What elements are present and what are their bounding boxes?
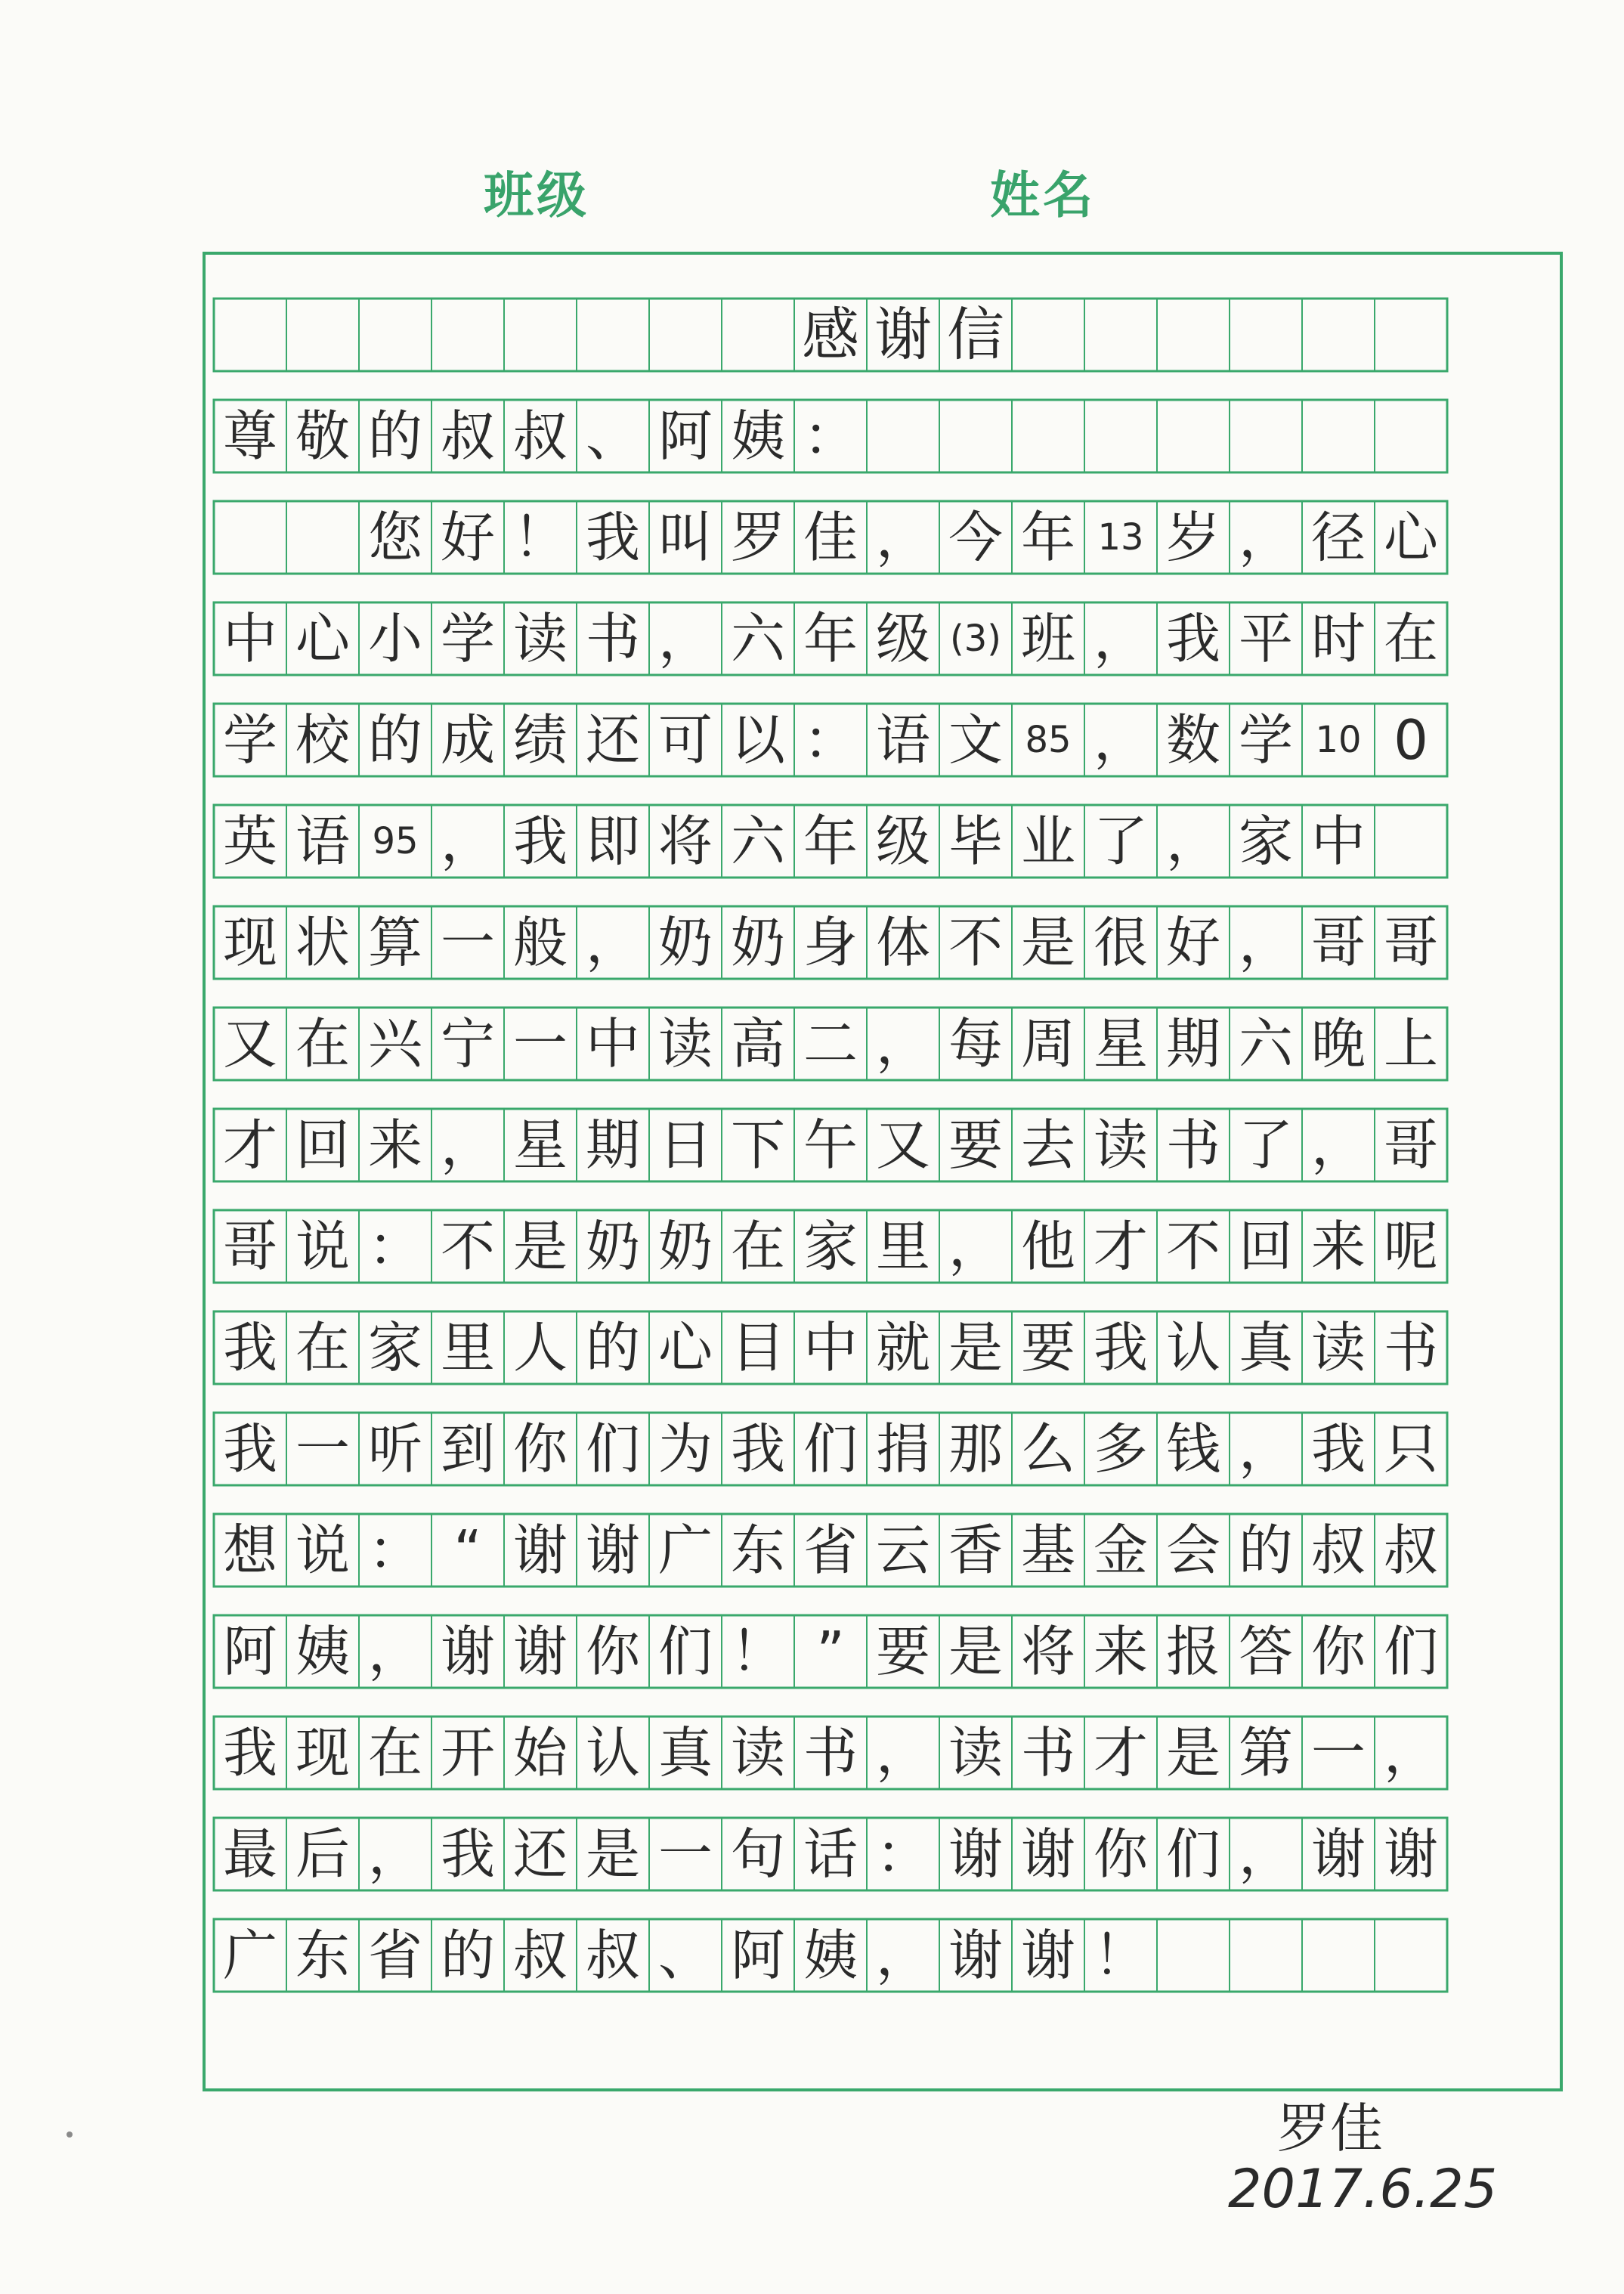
letter-char: 级 xyxy=(875,810,930,873)
letter-char: 我 xyxy=(222,1721,277,1785)
letter-char: 又 xyxy=(222,1012,277,1076)
letter-char: 香 xyxy=(948,1518,1003,1582)
letter-char: 毕 xyxy=(948,810,1003,873)
letter-char: 我 xyxy=(512,810,568,873)
letter-char: 为 xyxy=(657,1417,713,1481)
letter-char: 么 xyxy=(1020,1417,1075,1481)
letter-char: 书 xyxy=(803,1721,858,1785)
letter-char: 业 xyxy=(1020,810,1075,873)
letter-char: 以 xyxy=(730,708,785,772)
letter-char: 敬 xyxy=(295,404,350,468)
letter-char: 我 xyxy=(1093,1316,1148,1379)
letter-char: 会 xyxy=(1165,1518,1220,1582)
letter-char: 才 xyxy=(1093,1721,1148,1785)
letter-char: 年 xyxy=(803,810,858,873)
letter-char: 才 xyxy=(222,1113,277,1177)
letter-char: 谢 xyxy=(1020,1924,1075,1987)
letter-char: ， xyxy=(875,1721,930,1785)
letter-char: 们 xyxy=(585,1417,640,1481)
letter-char: 六 xyxy=(730,810,785,873)
letter-char: 书 xyxy=(1020,1721,1075,1785)
letter-char: 回 xyxy=(1238,1215,1293,1278)
letter-char: 时 xyxy=(1310,607,1366,670)
letter-char: ， xyxy=(948,1215,1003,1278)
letter-char: 的 xyxy=(440,1924,495,1987)
letter-char: 一 xyxy=(512,1012,568,1076)
letter-char: ， xyxy=(1310,1113,1366,1177)
letter-char: 心 xyxy=(1383,506,1438,569)
letter-char: 学 xyxy=(1238,708,1293,772)
letter-char: 谢 xyxy=(512,1620,568,1683)
letter-char: 叔 xyxy=(585,1924,640,1987)
letter-char: 中 xyxy=(1310,810,1366,873)
letter-char: 阿 xyxy=(657,404,713,468)
letter-char: ， xyxy=(1238,1822,1293,1886)
letter-char: 您 xyxy=(367,506,422,569)
letter-char: 、 xyxy=(585,404,640,468)
letter-char: 要 xyxy=(948,1113,1003,1177)
letter-char: 好 xyxy=(1165,911,1220,974)
letter-char: 阿 xyxy=(222,1620,277,1683)
letter-char: 家 xyxy=(1238,810,1293,873)
letter-char: 体 xyxy=(875,911,930,974)
letter-char: 谢 xyxy=(440,1620,495,1683)
letter-char: 谢 xyxy=(1310,1822,1366,1886)
letter-char: 哥 xyxy=(1383,1113,1438,1177)
letter-char: 我 xyxy=(730,1417,785,1481)
letter-char: 叔 xyxy=(440,404,495,468)
letter-char: 晚 xyxy=(1310,1012,1366,1076)
letter-char: 你 xyxy=(512,1417,568,1481)
letter-char: 绩 xyxy=(512,708,568,772)
letter-char: 现 xyxy=(295,1721,350,1785)
letter-char: 答 xyxy=(1238,1620,1293,1683)
letter-char: 周 xyxy=(1020,1012,1075,1076)
letter-char: 里 xyxy=(440,1316,495,1379)
letter-char: 现 xyxy=(222,911,277,974)
letter-char: 85 xyxy=(1025,719,1072,761)
letter-char: ， xyxy=(657,607,713,670)
letter-char: 将 xyxy=(1020,1620,1075,1683)
letter-char: 岁 xyxy=(1165,506,1220,569)
letter-char: 家 xyxy=(803,1215,858,1278)
letter-char: 罗 xyxy=(730,506,785,569)
letter-char: 佳 xyxy=(803,506,858,569)
letter-char: 始 xyxy=(512,1721,568,1785)
letter-char: 、 xyxy=(657,1924,713,1987)
letter-char: 年 xyxy=(803,607,858,670)
letter-char: ， xyxy=(1238,911,1293,974)
paper-speck xyxy=(67,2131,73,2138)
letter-char: 95 xyxy=(372,820,419,862)
letter-char: 谢 xyxy=(948,1822,1003,1886)
letter-char: 谢 xyxy=(948,1924,1003,1987)
letter-title-char: 信 xyxy=(947,301,1004,368)
letter-char: ， xyxy=(1383,1721,1438,1785)
letter-char: 谢 xyxy=(512,1518,568,1582)
letter-char: 级 xyxy=(875,607,930,670)
letter-char: ， xyxy=(875,1012,930,1076)
letter-char: 你 xyxy=(585,1620,640,1683)
letter-char: 心 xyxy=(295,607,350,670)
letter-char: 0 xyxy=(1394,708,1428,772)
letter-char: 叔 xyxy=(1310,1518,1366,1582)
letter-char: 我 xyxy=(585,506,640,569)
letter-char: 语 xyxy=(295,810,350,873)
letter-char: 10 xyxy=(1315,719,1362,761)
letter-char: 我 xyxy=(222,1417,277,1481)
letter-char: 省 xyxy=(803,1518,858,1582)
letter-char: 的 xyxy=(367,708,422,772)
letter-char: 金 xyxy=(1093,1518,1148,1582)
letter-char: 哥 xyxy=(1310,911,1366,974)
letter-char: 你 xyxy=(1310,1620,1366,1683)
letter-char: 叔 xyxy=(1383,1518,1438,1582)
letter-char: 阿 xyxy=(730,1924,785,1987)
letter-char: ， xyxy=(367,1620,422,1683)
letter-char: 六 xyxy=(1238,1012,1293,1076)
letter-title-char: 谢 xyxy=(874,301,932,368)
letter-char: 想 xyxy=(222,1518,277,1582)
letter-char: 上 xyxy=(1383,1012,1438,1076)
letter-char: 东 xyxy=(730,1518,785,1582)
letter-char: 语 xyxy=(875,708,930,772)
letter-char: ， xyxy=(1238,506,1293,569)
letter-char: 是 xyxy=(512,1215,568,1278)
letter-char: 开 xyxy=(440,1721,495,1785)
letter-char: 只 xyxy=(1383,1417,1438,1481)
letter-char: 姨 xyxy=(295,1620,350,1683)
letter-char: 话 xyxy=(803,1822,858,1886)
letter-char: 兴 xyxy=(367,1012,422,1076)
letter-char: 算 xyxy=(367,911,422,974)
letter-char: 读 xyxy=(1310,1316,1366,1379)
letter-char: 状 xyxy=(295,911,350,974)
letter-char: 的 xyxy=(1238,1518,1293,1582)
letter-char: 期 xyxy=(585,1113,640,1177)
letter-char: 奶 xyxy=(657,911,713,974)
letter-char: 读 xyxy=(657,1012,713,1076)
letter-char: ！ xyxy=(512,506,568,569)
letter-char: 书 xyxy=(1383,1316,1438,1379)
letter-char: 一 xyxy=(657,1822,713,1886)
letter-char: 去 xyxy=(1020,1113,1075,1177)
letter-char: 最 xyxy=(222,1822,277,1886)
letter-char: 即 xyxy=(585,810,640,873)
letter-char: 还 xyxy=(512,1822,568,1886)
letter-char: 广 xyxy=(657,1518,713,1582)
letter-char: 我 xyxy=(1165,607,1220,670)
letter-char: 后 xyxy=(295,1822,350,1886)
letter-char: 家 xyxy=(367,1316,422,1379)
letter-char: 哥 xyxy=(1383,911,1438,974)
signature-date: 2017.6.25 xyxy=(1228,2158,1498,2220)
letter-char: ， xyxy=(367,1822,422,1886)
letter-char: 午 xyxy=(803,1113,858,1177)
letter-char: 每 xyxy=(948,1012,1003,1076)
letter-char: 来 xyxy=(1093,1620,1148,1683)
letter-char: ， xyxy=(875,1924,930,1987)
letter-char: 文 xyxy=(948,708,1003,772)
letter-char: “ xyxy=(453,1518,482,1582)
letter-char: ： xyxy=(803,404,858,468)
letter-char: 要 xyxy=(1020,1316,1075,1379)
signature-name: 罗佳 xyxy=(1277,2097,1383,2159)
letter-char: 我 xyxy=(440,1822,495,1886)
letter-char: ： xyxy=(367,1518,422,1582)
letter-char: 叫 xyxy=(657,506,713,569)
letter-char: 13 xyxy=(1097,516,1144,559)
letter-char: 真 xyxy=(657,1721,713,1785)
letter-char: ， xyxy=(1165,810,1220,873)
letter-char: 还 xyxy=(585,708,640,772)
letter-char: 谢 xyxy=(585,1518,640,1582)
letter-char: ： xyxy=(875,1822,930,1886)
letter-char: 是 xyxy=(1020,911,1075,974)
letter-char: 心 xyxy=(657,1316,713,1379)
letter-char: 是 xyxy=(948,1620,1003,1683)
letter-char: 省 xyxy=(367,1924,422,1987)
letter-char: 校 xyxy=(295,708,350,772)
letter-char: 书 xyxy=(585,607,640,670)
letter-char: 云 xyxy=(875,1518,930,1582)
letter-char: 成 xyxy=(440,708,495,772)
letter-char: 中 xyxy=(222,607,277,670)
letter-char: 们 xyxy=(1165,1822,1220,1886)
letter-char: 一 xyxy=(1310,1721,1366,1785)
letter-char: 很 xyxy=(1093,911,1148,974)
letter-char: 要 xyxy=(875,1620,930,1683)
letter-char: 小 xyxy=(367,607,422,670)
letter-char: 奶 xyxy=(585,1215,640,1278)
letter-char: 在 xyxy=(367,1721,422,1785)
name-label-text: 姓名 xyxy=(990,166,1096,224)
letter-char: 在 xyxy=(1383,607,1438,670)
letter-char: 的 xyxy=(367,404,422,468)
letter-char: 读 xyxy=(1093,1113,1148,1177)
letter-char: 谢 xyxy=(1383,1822,1438,1886)
letter-char: ， xyxy=(1093,607,1148,670)
letter-char: ” xyxy=(816,1620,845,1683)
letter-char: ， xyxy=(1093,708,1148,772)
letter-char: 他 xyxy=(1020,1215,1075,1278)
letter-char: 中 xyxy=(803,1316,858,1379)
letter-char: 不 xyxy=(1165,1215,1220,1278)
letter-char: 奶 xyxy=(657,1215,713,1278)
letter-char: 广 xyxy=(222,1924,277,1987)
letter-char: 说 xyxy=(295,1215,350,1278)
letter-char: 来 xyxy=(1310,1215,1366,1278)
letter-char: 东 xyxy=(295,1924,350,1987)
letter-char: 里 xyxy=(875,1215,930,1278)
letter-char: 真 xyxy=(1238,1316,1293,1379)
letter-char: 人 xyxy=(512,1316,568,1379)
letter-char: 宁 xyxy=(440,1012,495,1076)
letter-char: 们 xyxy=(657,1620,713,1683)
letter-char: 们 xyxy=(1383,1620,1438,1683)
letter-char: 才 xyxy=(1093,1215,1148,1278)
letter-char: 你 xyxy=(1093,1822,1148,1886)
letter-char: 二 xyxy=(803,1012,858,1076)
letter-char: 径 xyxy=(1310,506,1366,569)
letter-char: 们 xyxy=(803,1417,858,1481)
letter-char: 英 xyxy=(222,810,277,873)
letter-char: 来 xyxy=(367,1113,422,1177)
letter-char: 高 xyxy=(730,1012,785,1076)
letter-char: 在 xyxy=(295,1012,350,1076)
letter-char: 第 xyxy=(1238,1721,1293,1785)
letter-char: ， xyxy=(440,1113,495,1177)
letter-char: 星 xyxy=(1093,1012,1148,1076)
letter-char: 是 xyxy=(1165,1721,1220,1785)
letter-char: 回 xyxy=(295,1113,350,1177)
letter-char: 般 xyxy=(512,911,568,974)
letter-char: 我 xyxy=(1310,1417,1366,1481)
letter-char: 了 xyxy=(1238,1113,1293,1177)
letter-char: 句 xyxy=(730,1822,785,1886)
letter-char: 捐 xyxy=(875,1417,930,1481)
letter-char: 平 xyxy=(1238,607,1293,670)
class-label-text: 班级 xyxy=(484,166,589,224)
letter-char: 日 xyxy=(657,1113,713,1177)
letter-char: 听 xyxy=(367,1417,422,1481)
letter-char: 多 xyxy=(1093,1417,1148,1481)
letter-char: 叔 xyxy=(512,1924,568,1987)
letter-char: ， xyxy=(1238,1417,1293,1481)
letter-char: 在 xyxy=(295,1316,350,1379)
letter-char: 学 xyxy=(222,708,277,772)
letter-char: 就 xyxy=(875,1316,930,1379)
letter-char: 数 xyxy=(1165,708,1220,772)
letter-char: 下 xyxy=(730,1113,785,1177)
letter-char: 书 xyxy=(1165,1113,1220,1177)
letter-char: 不 xyxy=(948,911,1003,974)
letter-char: 的 xyxy=(585,1316,640,1379)
letter-char: 在 xyxy=(730,1215,785,1278)
letter-char: 是 xyxy=(585,1822,640,1886)
letter-char: 认 xyxy=(1165,1316,1220,1379)
letter-char: 尊 xyxy=(222,404,277,468)
letter-char: 读 xyxy=(512,607,568,670)
letter-char: 期 xyxy=(1165,1012,1220,1076)
letter-char: 钱 xyxy=(1165,1417,1220,1481)
letter-char: 班 xyxy=(1020,607,1075,670)
letter-char: ： xyxy=(367,1215,422,1278)
letter-char: ！ xyxy=(1093,1924,1148,1987)
letter-char: 谢 xyxy=(1020,1822,1075,1886)
letter-char: 哥 xyxy=(222,1215,277,1278)
letter-char: 一 xyxy=(295,1417,350,1481)
letter-char: 不 xyxy=(440,1215,495,1278)
letter-title-char: 感 xyxy=(802,301,859,368)
letter-char: 是 xyxy=(948,1316,1003,1379)
letter-char: (3) xyxy=(950,618,1001,660)
letter-char: 我 xyxy=(222,1316,277,1379)
letter-char: 呢 xyxy=(1383,1215,1438,1278)
letter-char: ！ xyxy=(730,1620,785,1683)
letter-char: 一 xyxy=(440,911,495,974)
letter-char: 姨 xyxy=(803,1924,858,1987)
letter-char: ： xyxy=(803,708,858,772)
letter-char: 读 xyxy=(948,1721,1003,1785)
letter-char: 认 xyxy=(585,1721,640,1785)
letter-char: ， xyxy=(440,810,495,873)
letter-char: 六 xyxy=(730,607,785,670)
letter-char: 那 xyxy=(948,1417,1003,1481)
letter-char: 奶 xyxy=(730,911,785,974)
letter-char: 身 xyxy=(803,911,858,974)
letter-char: 好 xyxy=(440,506,495,569)
letter-char: 报 xyxy=(1165,1620,1220,1683)
letter-char: ， xyxy=(585,911,640,974)
letter-char: 中 xyxy=(585,1012,640,1076)
letter-char: 目 xyxy=(730,1316,785,1379)
letter-char: 基 xyxy=(1020,1518,1075,1582)
letter-char: 今 xyxy=(948,506,1003,569)
letter-char: 学 xyxy=(440,607,495,670)
letter-char: 年 xyxy=(1020,506,1075,569)
letter-char: 到 xyxy=(440,1417,495,1481)
letter-char: ， xyxy=(875,506,930,569)
letter-char: 姨 xyxy=(730,404,785,468)
letter-char: 叔 xyxy=(512,404,568,468)
letter-char: 说 xyxy=(295,1518,350,1582)
letter-char: 了 xyxy=(1093,810,1148,873)
letter-char: 又 xyxy=(875,1113,930,1177)
letter-char: 将 xyxy=(657,810,713,873)
letter-char: 读 xyxy=(730,1721,785,1785)
letter-char: 可 xyxy=(657,708,713,772)
letter-char: 星 xyxy=(512,1113,568,1177)
